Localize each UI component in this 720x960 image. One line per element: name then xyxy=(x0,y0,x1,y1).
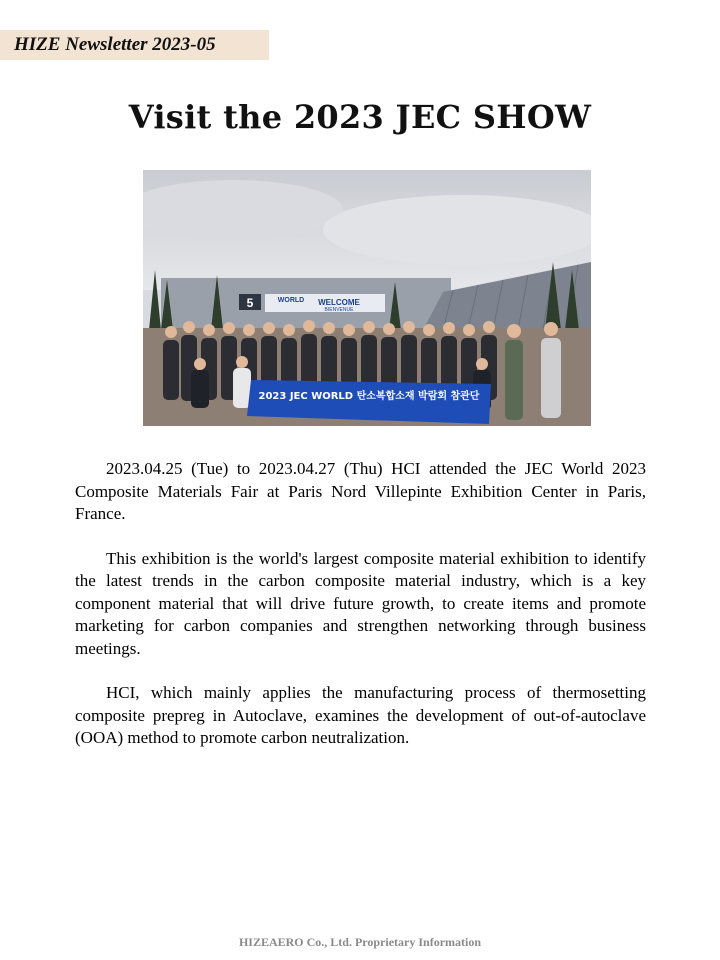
page-title: Visit the 2023 JEC SHOW xyxy=(128,98,592,136)
cloud xyxy=(323,195,591,265)
sign-welcome: WELCOME xyxy=(318,298,360,307)
group-photo-illustration xyxy=(143,170,591,426)
paragraph-3: HCI, which mainly applies the manufacturing process of thermosetting composite prepreg in Autoclave, examines the development of out-of-autoclave (OOA) method to promote carbon neutralization. xyxy=(75,683,646,747)
article-body xyxy=(75,458,646,772)
paragraph-1: 2023.04.25 (Tue) to 2023.04.27 (Thu) HCI attended the JEC World 2023 Composite Materials Fair at Paris Nord Villepinte Exhibition Center in Paris, France. xyxy=(75,459,646,523)
sign-world: WORLD xyxy=(277,297,305,304)
banner-text: 2023 JEC WORLD 탄소복합소재 박람회 참관단 xyxy=(258,391,480,402)
newsletter-tag: HIZE Newsletter 2023-05 xyxy=(0,30,269,60)
hall-number: 5 xyxy=(246,296,254,310)
paragraph-2: This exhibition is the world's largest composite material exhibition to identify the latest trends in the carbon composite material industry, which is a key component material that will drive future growth, to create items and promote marketing for carbon companies and strengthen networking through business meetings. xyxy=(75,548,646,658)
footer-note: HIZEAERO Co., Ltd. Proprietary Information xyxy=(238,935,482,949)
sign-bienvenue: BIENVENUE xyxy=(324,307,354,313)
group-photo xyxy=(143,170,591,426)
